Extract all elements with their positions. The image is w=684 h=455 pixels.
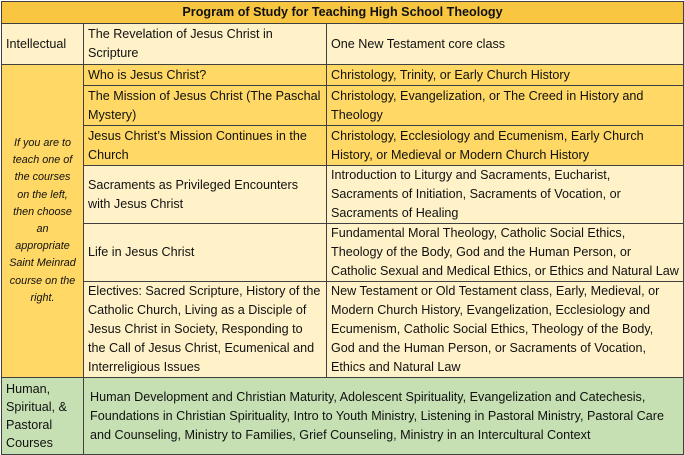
options-cell: Fundamental Moral Theology, Catholic Social Ethics, Theology of the Body, God and the Human Person, or Catholic Sexual and Medical Ethics, or Ethics and Natural Law (327, 224, 684, 282)
pastoral-courses: Human Development and Christian Maturity, Adolescent Spirituality, Evangelization and Catechesis, Foundations in Christian Spirituality, Intro to Youth Ministry, Listening in Pastoral Ministry, Pastoral Care and Counseling, Ministry to Families, Grief Counseling, Ministry in an Intercultural Context (84, 378, 684, 455)
instruction-note: If you are to teach one of the courses on the left, then choose an appropriate Saint Meinrad course on the right. (2, 65, 84, 378)
course-cell: The Mission of Jesus Christ (The Paschal Mystery) (84, 86, 327, 126)
table-row (2, 126, 684, 166)
options-cell: One New Testament core class (327, 24, 684, 65)
program-table (1, 1, 684, 455)
table-row (2, 282, 684, 378)
table-title: Program of Study for Teaching High School Theology (2, 2, 684, 24)
course-cell: Who is Jesus Christ? (84, 65, 327, 86)
pastoral-label: Human, Spiritual, & Pastoral Courses (2, 378, 84, 455)
course-cell: Sacraments as Privileged Encounters with Jesus Christ (84, 166, 327, 224)
options-cell: Christology, Ecclesiology and Ecumenism, Early Church History, or Medieval or Modern Church History (327, 126, 684, 166)
intellectual-label: Intellectual (2, 24, 84, 65)
course-cell: Life in Jesus Christ (84, 224, 327, 282)
options-cell: Christology, Trinity, or Early Church History (327, 65, 684, 86)
options-cell: Christology, Evangelization, or The Creed in History and Theology (327, 86, 684, 126)
course-cell: Jesus Christ’s Mission Continues in the Church (84, 126, 327, 166)
options-cell: Introduction to Liturgy and Sacraments, Eucharist, Sacraments of Initiation, Sacraments of Vocation, or Sacraments of Healing (327, 166, 684, 224)
table-row (2, 65, 684, 86)
intellectual-row (2, 24, 684, 65)
table-row (2, 224, 684, 282)
course-cell: Electives: Sacred Scripture, History of the Catholic Church, Living as a Disciple of Jesus Christ in Society, Responding to the Call of Jesus Christ, Ecumenical and Interreligious Issues (84, 282, 327, 378)
course-cell: The Revelation of Jesus Christ in Scripture (84, 24, 327, 65)
table-row (2, 86, 684, 126)
table-row (2, 166, 684, 224)
pastoral-row (2, 378, 684, 455)
title-row (2, 2, 684, 24)
options-cell: New Testament or Old Testament class, Early, Medieval, or Modern Church History, Evangelization, Ecclesiology and Ecumenism, Catholic Social Ethics, Theology of the Body, God and the Human Person, or Sacraments of Vocation, Ethics and Natural Law (327, 282, 684, 378)
